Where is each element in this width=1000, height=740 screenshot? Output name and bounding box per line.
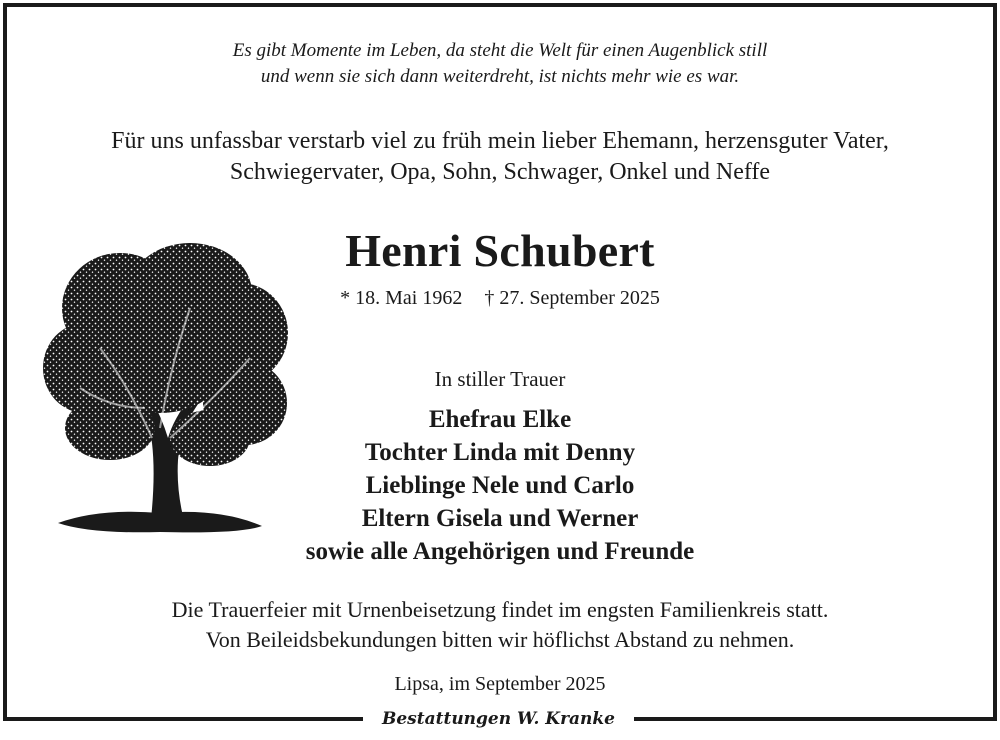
mourner-line: Lieblinge Nele und Carlo: [365, 472, 635, 499]
place-date: Lipsa, im September 2025: [394, 673, 606, 695]
birth-date: * 18. Mai 1962: [340, 287, 463, 309]
quote-line-1: Es gibt Momente im Leben, da steht die Welt für einen Augenblick still: [232, 40, 768, 61]
opening-quote: [0, 38, 1000, 90]
intro-text: [0, 126, 1000, 188]
service-line-2: Von Beileidsbekundungen bitten wir höflichst Abstand zu nehmen.: [205, 627, 795, 652]
intro-line-1: Für uns unfassbar verstarb viel zu früh mein lieber Ehemann, herzensguter Vater,: [111, 128, 889, 154]
mourning-heading: In stiller Trauer: [434, 367, 566, 391]
service-line-1: Die Trauerfeier mit Urnenbeisetzung findet im engsten Familienkreis statt.: [171, 597, 829, 622]
life-dates: [0, 285, 1000, 311]
border-top: [3, 3, 997, 7]
deceased-name: Henri Schubert: [345, 225, 655, 276]
mourner-line: Ehefrau Elke: [428, 406, 572, 433]
border-bottom-left: [3, 717, 363, 721]
funeral-home: Bestattungen W. Kranke: [381, 709, 615, 729]
mourner-line: Tochter Linda mit Denny: [364, 439, 636, 466]
quote-line-2: und wenn sie sich dann weiterdreht, ist nichts mehr wie es war.: [260, 66, 740, 87]
border-bottom-right: [634, 717, 997, 721]
mourner-line: sowie alle Angehörigen und Freunde: [305, 538, 695, 565]
mourner-line: Eltern Gisela und Werner: [361, 505, 639, 532]
mourners-list: [0, 403, 1000, 568]
death-date: † 27. September 2025: [484, 287, 660, 309]
service-notice: [0, 595, 1000, 655]
intro-line-2: Schwiegervater, Opa, Sohn, Schwager, Onkel und Neffe: [229, 159, 771, 185]
